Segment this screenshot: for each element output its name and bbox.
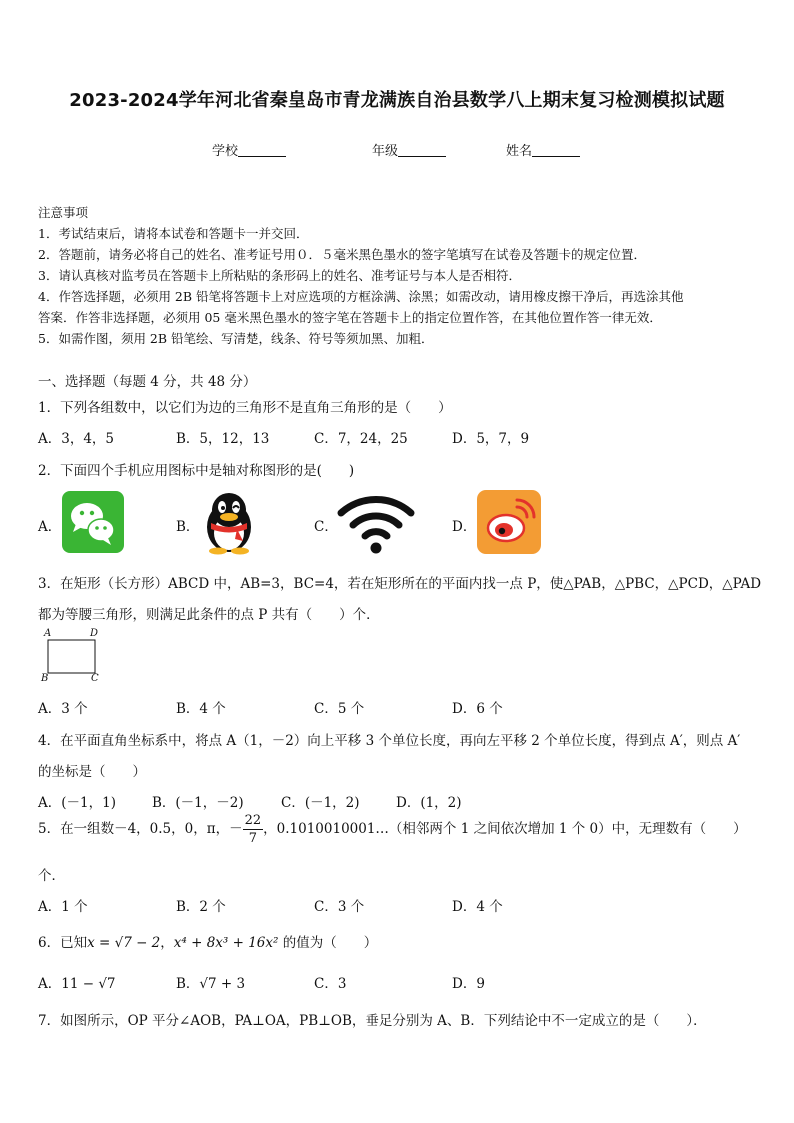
q2-option-d-label[interactable]: D． — [452, 519, 477, 535]
q5-option-b[interactable]: B．2 个 — [176, 899, 226, 915]
q2-option-a-label[interactable]: A． — [38, 519, 62, 535]
q5-option-d[interactable]: D．4 个 — [452, 899, 503, 915]
name-field — [506, 140, 580, 159]
q5-stem-part-a: 5．在一组数－4，0.5，0，π，－ — [38, 820, 243, 837]
vertex-label-a: A — [44, 628, 52, 639]
q6-given-expression: x = √7 − 2 — [87, 935, 161, 951]
q4-option-c[interactable]: C．(－1，2) — [281, 795, 360, 811]
q6-option-c[interactable]: C．3 — [314, 976, 347, 992]
q5-option-a[interactable]: A．1 个 — [38, 899, 88, 915]
q6-stem-part-c: 的值为（ ） — [278, 935, 378, 951]
name-label: 姓名 — [506, 144, 533, 159]
q6-option-d[interactable]: D．9 — [452, 976, 485, 992]
rectangle-abcd-figure — [38, 626, 108, 686]
question-6-stem — [38, 931, 377, 951]
q1-option-b[interactable]: B．5，12，13 — [176, 431, 270, 447]
weibo-icon — [477, 490, 541, 554]
notice-item: 4．作答选择题，必须用 2B 铅笔将答题卡上对应选项的方框涂满、涂黑；如需改动，请用橡皮擦干净后，再选涂其他 — [38, 289, 684, 304]
q6-stem-part-a: 6．已知 — [38, 935, 88, 951]
name-blank[interactable] — [532, 144, 580, 157]
question-4-stem-line-2: 的坐标是（ ） — [38, 764, 146, 780]
vertex-label-b: B — [41, 673, 49, 684]
q3-option-a[interactable]: A．3 个 — [38, 701, 88, 717]
grade-label: 年级 — [372, 144, 399, 159]
q4-option-a[interactable]: A．(－1，1) — [38, 795, 116, 811]
question-2-stem: 2．下面四个手机应用图标中是轴对称图形的是( ) — [38, 463, 355, 479]
wechat-icon — [62, 491, 124, 553]
q2-option-b-label[interactable]: B． — [176, 519, 200, 535]
vertex-label-c: C — [91, 673, 99, 684]
question-1-stem: 1．下列各组数中，以它们为边的三角形不是直角三角形的是（ ） — [38, 400, 452, 416]
school-blank[interactable] — [238, 144, 286, 157]
notice-item: 1．考试结束后，请将本试卷和答题卡一并交回． — [38, 226, 309, 241]
q3-option-b[interactable]: B．4 个 — [176, 701, 226, 717]
q5-option-c[interactable]: C．3 个 — [314, 899, 365, 915]
section-heading: 一、选择题（每题 4 分，共 48 分） — [38, 374, 257, 390]
fraction-denominator: 7 — [248, 831, 258, 846]
question-5-stem-line-2: 个． — [38, 868, 65, 884]
notice-item: 答案．作答非选择题，必须用 05 毫米黑色墨水的签字笔在答题卡上的指定位置作答，在其他位置作答一律无效． — [38, 310, 662, 325]
grade-field — [372, 140, 446, 159]
vertex-label-d: D — [90, 628, 99, 639]
q3-option-d[interactable]: D．6 个 — [452, 701, 503, 717]
exam-title: 2023-2024学年河北省秦皇岛市青龙满族自治县数学八上期末复习检测模拟试题 — [69, 90, 725, 111]
q6-stem-part-b: ， — [160, 935, 174, 951]
question-5-stem — [38, 814, 747, 845]
q4-option-b[interactable]: B．(－1，－2) — [152, 795, 244, 811]
notice-heading: 注意事项 — [38, 205, 89, 220]
school-field — [212, 140, 286, 159]
fraction-numerator: 22 — [244, 813, 262, 828]
q1-option-c[interactable]: C．7，24，25 — [314, 431, 408, 447]
fraction-22-over-7 — [243, 814, 264, 845]
question-3-stem-line-1: 3．在矩形（长方形）ABCD 中，AB=3，BC=4，若在矩形所在的平面内找一点 P，使△PAB，△PBC，△PCD，△PAD — [38, 576, 762, 592]
q3-option-c[interactable]: C．5 个 — [314, 701, 365, 717]
q2-option-c-label[interactable]: C． — [314, 519, 338, 535]
question-4-stem-line-1: 4．在平面直角坐标系中，将点 A（1，－2）向上平移 3 个单位长度，再向左平移 2 个单位长度，得到点 A′，则点 A′ — [38, 733, 741, 749]
q1-option-a[interactable]: A．3，4，5 — [38, 431, 115, 447]
qq-penguin-icon — [197, 489, 261, 555]
wifi-icon — [337, 491, 415, 555]
question-3-stem-line-2: 都为等腰三角形，则满足此条件的点 P 共有（ ）个． — [38, 607, 380, 623]
grade-blank[interactable] — [398, 144, 446, 157]
notice-item: 2．答题前，请务必将自己的姓名、准考证号用０．５毫米黑色墨水的签字笔填写在试卷及答题卡的规定位置． — [38, 247, 646, 262]
q6-polynomial: x⁴ + 8x³ + 16x² — [173, 935, 279, 951]
notice-item: 5．如需作图，须用 2B 铅笔绘、写清楚，线条、符号等须加黑、加粗． — [38, 331, 434, 346]
q5-stem-part-b: ，0.1010010001…（相邻两个 1 之间依次增加 1 个 0）中，无理数有（ ） — [263, 820, 747, 837]
school-label: 学校 — [212, 144, 239, 159]
q4-option-d[interactable]: D．(1，2) — [396, 795, 462, 811]
question-7-stem: 7．如图所示，OP 平分∠AOB，PA⊥OA，PB⊥OB，垂足分别为 A、B．下列结论中不一定成立的是（ ）． — [38, 1013, 707, 1029]
q1-option-d[interactable]: D．5，7，9 — [452, 431, 530, 447]
notice-item: 3．请认真核对监考员在答题卡上所粘贴的条形码上的姓名、准考证号与本人是否相符． — [38, 268, 521, 283]
q6-option-b[interactable]: B．√7 + 3 — [176, 976, 246, 992]
q6-option-a[interactable]: A．11 − √7 — [38, 976, 116, 992]
